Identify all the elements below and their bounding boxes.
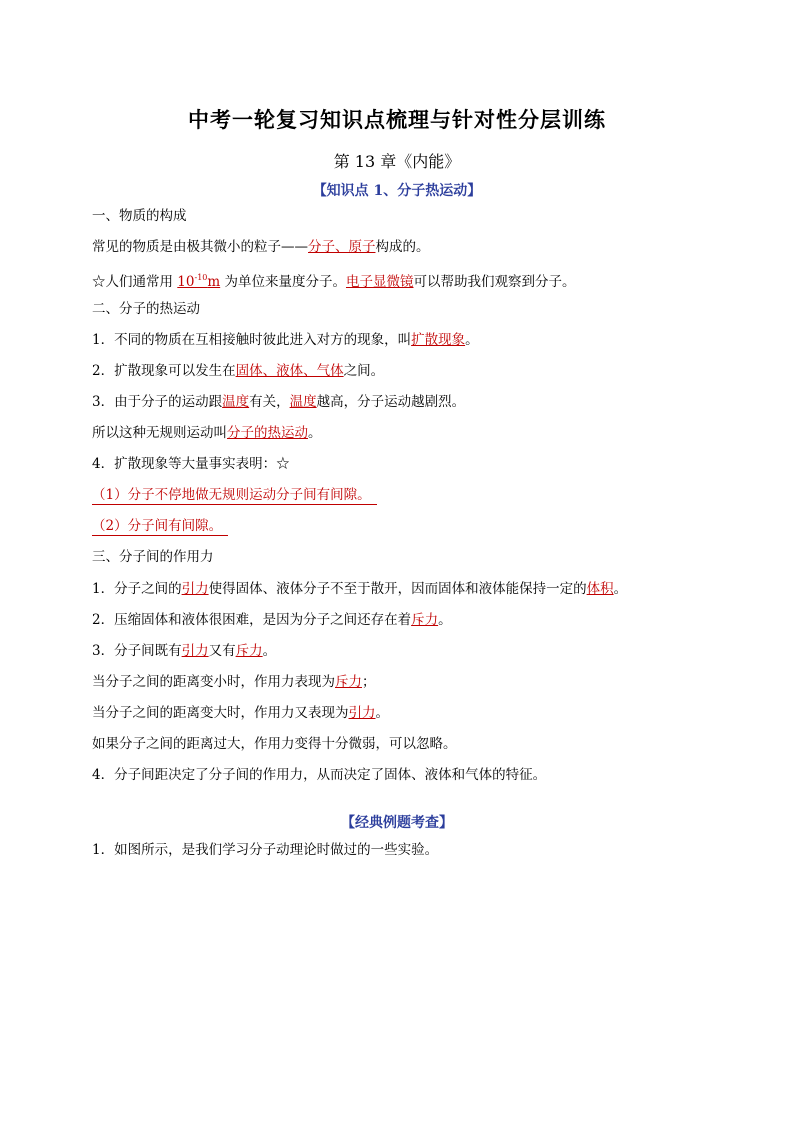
unit-base: 10 (177, 274, 195, 290)
answer: 引力 (348, 705, 376, 721)
text: ； (362, 674, 376, 690)
text: 有关， (249, 394, 290, 410)
answer: 体积 (586, 581, 614, 597)
answer: 斥力 (335, 674, 362, 690)
chapter-title: 第 13 章《内能》 (333, 152, 461, 171)
answer: 分子的热运动 (227, 425, 308, 441)
text: 使得固体、液体分子不至于散开，因而固体和液体能保持一定的 (208, 581, 587, 597)
text: 。 (438, 612, 452, 628)
unit-exponent: -10 (194, 273, 208, 282)
text: 为单位来量度分子。 (220, 274, 346, 290)
question-1: 1．如图所示，是我们学习分子动理论时做过的一些实验。 (92, 842, 439, 858)
text: 之间。 (343, 363, 385, 379)
text: 。 (465, 332, 479, 348)
paragraph (92, 704, 389, 722)
unit-symbol: m (207, 274, 221, 290)
text: 越高，分子运动越剧烈。 (316, 394, 466, 410)
answer: 温度 (222, 394, 250, 410)
paragraph: 4．分子间距决定了分子间的作用力，从而决定了固体、液体和气体的特征。 (92, 767, 547, 783)
answer: 斥力 (235, 643, 263, 659)
fill-answer-2 (92, 517, 228, 536)
text: 所以这种无规则运动叫 (92, 425, 227, 441)
paragraph (92, 424, 322, 442)
text: 。 (262, 643, 277, 659)
paragraph (92, 362, 384, 380)
paragraph (92, 642, 276, 660)
text: 。 (613, 581, 628, 597)
answer: 引力 (181, 643, 209, 659)
answer: 电子显微镜 (345, 274, 414, 290)
text: 1．分子之间的 (92, 581, 182, 597)
text: 2．压缩固体和液体很困难，是因为分子之间还存在着 (92, 612, 412, 628)
text: 构成的。 (375, 239, 430, 255)
answer: 扩散现象 (411, 332, 466, 348)
answer-unit (177, 274, 220, 290)
answer: 分子、原子 (308, 239, 376, 255)
heading-structure-of-matter: 一、物质的构成 (92, 208, 187, 224)
text: 。 (375, 705, 389, 721)
text: ☆人们通常用 (92, 274, 178, 290)
paragraph (92, 393, 465, 411)
text: 。 (308, 425, 322, 441)
answer: 引力 (181, 581, 209, 597)
text: 当分子之间的距离变大时，作用力又表现为 (92, 705, 349, 721)
text: 可以帮助我们观察到分子。 (413, 274, 576, 290)
text: 1．不同的物质在互相接触时彼此进入对方的现象，叫 (92, 332, 412, 348)
text: 2．扩散现象可以发生在 (92, 363, 236, 379)
answer-line: （1）分子不停地做无规则运动分子间有间隙。 (92, 487, 377, 505)
paragraph (92, 269, 575, 291)
paragraph (92, 580, 627, 598)
fill-answer-1 (92, 486, 377, 505)
section-heading: 【知识点 1、分子热运动】 (312, 183, 482, 199)
heading-intermolecular-force: 三、分子间的作用力 (92, 549, 214, 565)
examples-heading: 【经典例题考查】 (341, 815, 453, 831)
text: 3．分子间既有 (92, 643, 182, 659)
text: 当分子之间的距离变小时，作用力表现为 (92, 674, 335, 690)
answer: 温度 (289, 394, 317, 410)
text: 又有 (208, 643, 236, 659)
heading-thermal-motion: 二、分子的热运动 (92, 301, 200, 317)
text: 常见的物质是由极其微小的粒子—— (92, 239, 308, 255)
paragraph (92, 238, 430, 256)
answer: 固体、液体、气体 (235, 363, 344, 379)
paragraph: 如果分子之间的距离过大，作用力变得十分微弱，可以忽略。 (92, 736, 457, 752)
paragraph (92, 611, 452, 629)
paragraph: 4．扩散现象等大量事实表明：☆ (92, 456, 290, 472)
paragraph (92, 673, 376, 691)
page-title: 中考一轮复习知识点梳理与针对性分层训练 (188, 108, 606, 132)
paragraph (92, 331, 479, 349)
answer-line: （2）分子间有间隙。 (92, 518, 228, 536)
text: 3．由于分子的运动跟 (92, 394, 223, 410)
answer: 斥力 (411, 612, 439, 628)
